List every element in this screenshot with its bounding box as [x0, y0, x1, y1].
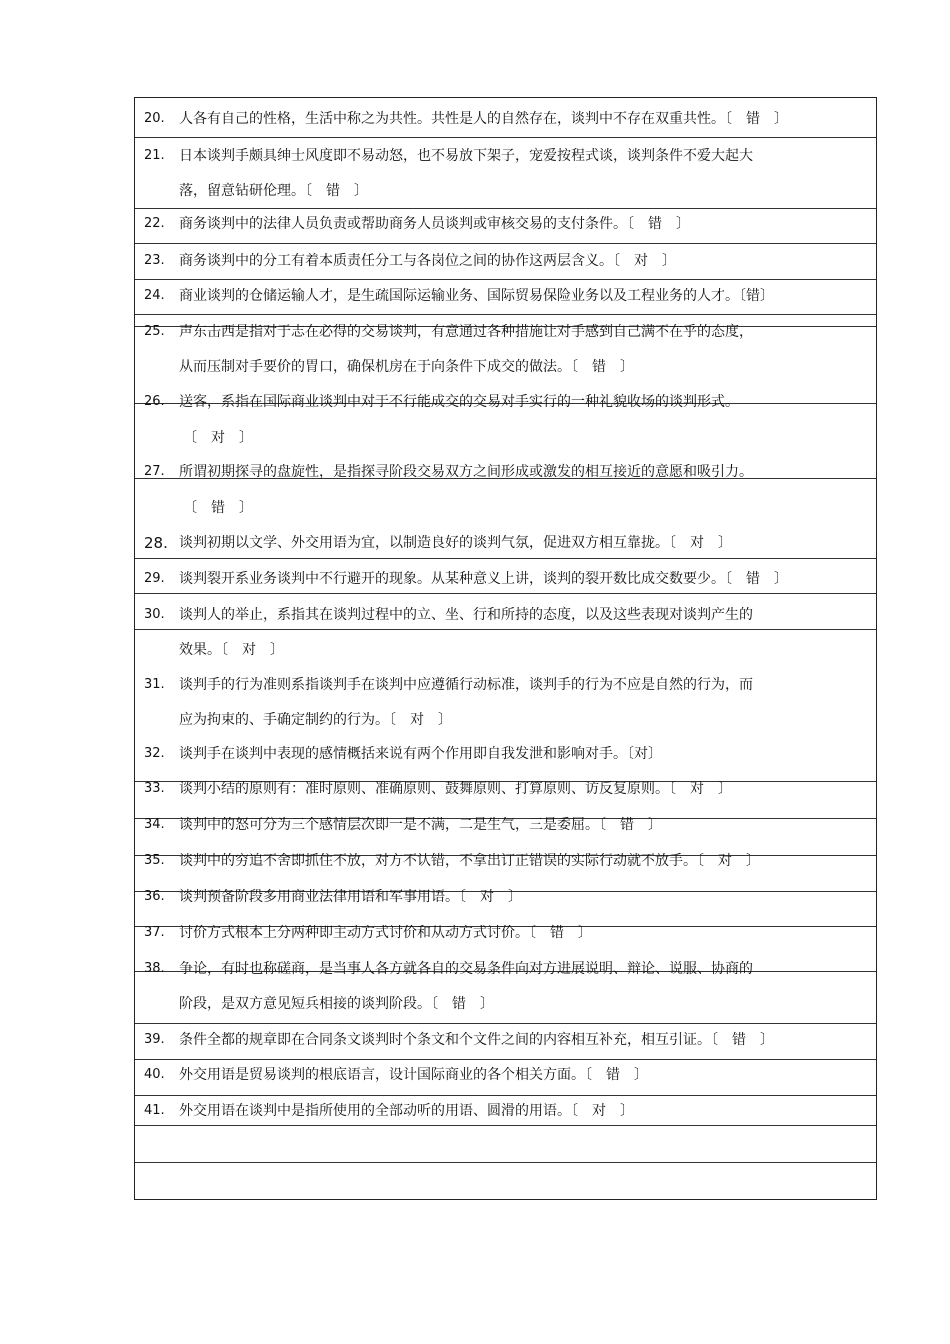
question-text: 谈判初期以文学、外交用语为宜，以制造良好的谈判气氛，促进双方相互靠拢。〔 对 〕	[179, 535, 732, 551]
question-text: 谈判小结的原则有：准时原则、准确原则、鼓舞原则、打算原则、访反复原则。〔 对 〕	[179, 781, 732, 797]
question-text: 日本谈判手颇具绅士风度即不易动怒，也不易放下架子，宠爱按程式谈，谈判条件不爱大起大	[179, 148, 753, 164]
question-text: 人各有自己的性格，生活中称之为共性。共性是人的自然存在，谈判中不存在双重共性。〔 错 〕	[179, 111, 788, 127]
question-number: 37.	[144, 925, 165, 940]
question-text: 谈判人的举止，系指其在谈判过程中的立、坐、行和所持的态度，以及这些表现对谈判产生的	[179, 607, 753, 623]
question-text: 商业谈判的仓储运输人才，是生疏国际运输业务、国际贸易保险业务以及工程业务的人才。〔错〕	[179, 288, 774, 304]
question-text: 〔 对 〕	[183, 430, 253, 446]
question-text: 所谓初期探寻的盘旋性，是指探寻阶段交易双方之间形成或激发的相互接近的意愿和吸引力。	[179, 464, 753, 480]
question-text: 商务谈判中的法律人员负责或帮助商务人员谈判或审核交易的支付条件。〔 错 〕	[179, 216, 690, 232]
question-text: 谈判手在谈判中表现的感情概括来说有两个作用即自我发泄和影响对手。〔对〕	[179, 746, 662, 762]
question-number: 22.	[144, 216, 165, 231]
question-number: 31.	[144, 677, 165, 692]
question-text: 从而压制对手要价的胃口，确保机房在于向条件下成交的做法。〔 错 〕	[179, 359, 634, 375]
question-text: 谈判中的怒可分为三个感情层次即一是不满，二是生气，三是委屈。〔 错 〕	[179, 817, 662, 833]
question-number: 33.	[144, 781, 165, 796]
question-text: 外交用语在谈判中是指所使用的全部动听的用语、圆滑的用语。〔 对 〕	[179, 1103, 634, 1119]
question-text: 声东击西是指对于志在必得的交易谈判，有意通过各种措施让对手感到自己满不在乎的态度，	[179, 324, 753, 340]
question-text: 讨价方式根本上分两种即主动方式讨价和从动方式讨价。〔 错 〕	[179, 925, 592, 941]
question-number: 36.	[144, 889, 165, 904]
question-text: 落，留意钻研伦理。〔 错 〕	[179, 183, 368, 199]
question-number: 40.	[144, 1067, 165, 1082]
question-number: 32.	[144, 746, 165, 761]
question-number: 21.	[144, 148, 165, 163]
question-text: 商务谈判中的分工有着本质责任分工与各岗位之间的协作这两层含义。〔 对 〕	[179, 253, 676, 269]
question-number: 34.	[144, 817, 165, 832]
question-number: 39.	[144, 1032, 165, 1047]
question-number: 24.	[144, 288, 165, 303]
question-text: 争论，有时也称磋商，是当事人各方就各自的交易条件向对方进展说明、辩论、说服、协商的	[179, 961, 753, 977]
question-text: 〔 错 〕	[183, 500, 253, 516]
question-text: 谈判预备阶段多用商业法律用语和军事用语。〔 对 〕	[179, 889, 522, 905]
question-number: 29.	[144, 571, 165, 586]
question-number: 25.	[144, 324, 165, 339]
question-number: 23.	[144, 253, 165, 268]
question-text: 送客，系指在国际商业谈判中对于不行能成交的交易对手实行的一种礼貌收场的谈判形式。	[179, 394, 739, 410]
question-number: 41.	[144, 1103, 165, 1118]
question-number: 26.	[144, 394, 165, 409]
row-rule	[135, 137, 876, 138]
row-rule	[135, 1162, 876, 1163]
question-number: 35.	[144, 853, 165, 868]
question-number: 28.	[144, 534, 168, 552]
question-text: 应为拘束的、手确定制约的行为。〔 对 〕	[179, 712, 452, 728]
question-table	[134, 97, 877, 1200]
question-number: 30.	[144, 607, 165, 622]
question-number: 20.	[144, 111, 165, 126]
question-number: 27.	[144, 464, 165, 479]
question-text: 阶段，是双方意见短兵相接的谈判阶段。〔 错 〕	[179, 996, 494, 1012]
question-text: 谈判裂开系业务谈判中不行避开的现象。从某种意义上讲，谈判的裂开数比成交数要少。〔 错 〕	[179, 571, 788, 587]
question-text: 条件全都的规章即在合同条文谈判时个条文和个文件之间的内容相互补充，相互引证。〔 错 〕	[179, 1032, 774, 1048]
question-text: 效果。〔 对 〕	[179, 642, 284, 658]
question-number: 38.	[144, 961, 165, 976]
question-text: 外交用语是贸易谈判的根底语言，设计国际商业的各个相关方面。〔 错 〕	[179, 1067, 648, 1083]
question-text: 谈判手的行为准则系指谈判手在谈判中应遵循行动标准，谈判手的行为不应是自然的行为，而	[179, 677, 753, 693]
question-text: 谈判中的穷追不舍即抓住不放，对方不认错，不拿出订正错误的实际行动就不放手。〔 对 〕	[179, 853, 760, 869]
